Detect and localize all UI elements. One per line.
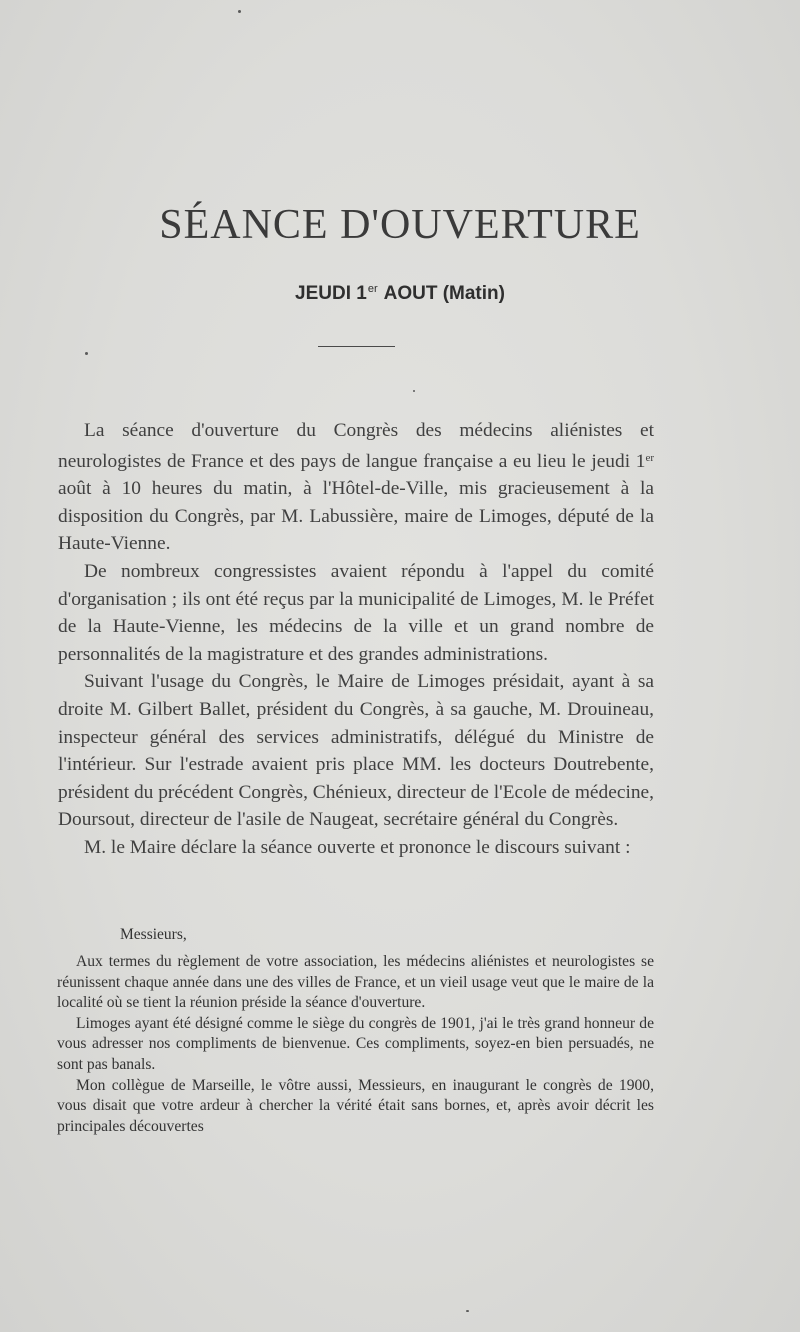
- main-text: [58, 417, 654, 862]
- page-title: SÉANCE D'OUVERTURE: [159, 202, 641, 248]
- subtitle-rest: AOUT (Matin): [383, 283, 505, 304]
- paper-speck: [466, 1310, 469, 1312]
- speech-paragraph: Aux termes du règlement de votre association, les médecins aliénistes et neurologistes se réunissent chaque année dans une des villes de France, et un vieil usage veut que le maire de la localité où se tient la réunion préside la séance d'ouverture.: [57, 953, 654, 1012]
- speech-paragraph: Limoges ayant été désigné comme le siège du congrès de 1901, j'ai le très grand honneur de vous adresser nos compliments de bienvenue. Ces compliments, soyez-en bien persuadés, ne sont pas banals.: [57, 1014, 654, 1073]
- speech-text: [57, 952, 654, 1137]
- subtitle-day: JEUDI 1: [295, 283, 367, 304]
- subtitle-ordinal: er: [367, 283, 378, 295]
- speech-salutation: Messieurs,: [120, 926, 187, 943]
- speech-paragraph: Mon collègue de Marseille, le vôtre aussi, Messieurs, en inaugurant le congrès de 1900, vous disait que votre ardeur à chercher la vérité était sans bornes, et, après avoir décrit les principales découvertes: [57, 1076, 654, 1135]
- paragraph-speech-intro: M. le Maire déclare la séance ouverte et prononce le discours suivant :: [84, 836, 631, 858]
- paragraph-presidency: Suivant l'usage du Congrès, le Maire de Limoges présidait, ayant à sa droite M. Gilbert Ballet, président du Congrès, à sa gauche, M. Drouineau, inspecteur général des services administratifs, délégué du Ministre de l'intérieur. Sur l'estrade avaient pris place MM. les docteurs Doutrebente, président du précédent Congrès, Chénieux, directeur de l'Ecole de médecine, Doursout, directeur de l'asile de Naugeat, secrétaire général du Congrès.: [58, 671, 654, 831]
- paragraph-attendees: De nombreux congressistes avaient répondu à l'appel du comité d'organisation ; ils ont été reçus par la municipalité de Limoges, M. le Préfet de la Haute-Vienne, les médecins de la ville et un grand nombre de personnalités de la magistrature et des grandes administrations.: [58, 560, 654, 665]
- section-divider: [318, 346, 395, 347]
- session-date-heading: [0, 284, 800, 303]
- paper-speck: [413, 390, 415, 392]
- paper-speck: [238, 10, 241, 13]
- paragraph-opening-ordinal: er: [645, 451, 654, 464]
- paragraph-opening-part-1: La séance d'ouverture du Congrès des médecins aliénistes et neurologistes de France et des pays de langue française a eu lieu le jeudi 1: [58, 420, 654, 472]
- paper-speck: [85, 352, 88, 355]
- paragraph-opening: [58, 417, 654, 558]
- paragraph-opening-part-2: août à 10 heures du matin, à l'Hôtel-de-Ville, mis gracieusement à la disposition du Congrès, par M. Labussière, maire de Limoges, député de la Haute-Vienne.: [58, 478, 654, 555]
